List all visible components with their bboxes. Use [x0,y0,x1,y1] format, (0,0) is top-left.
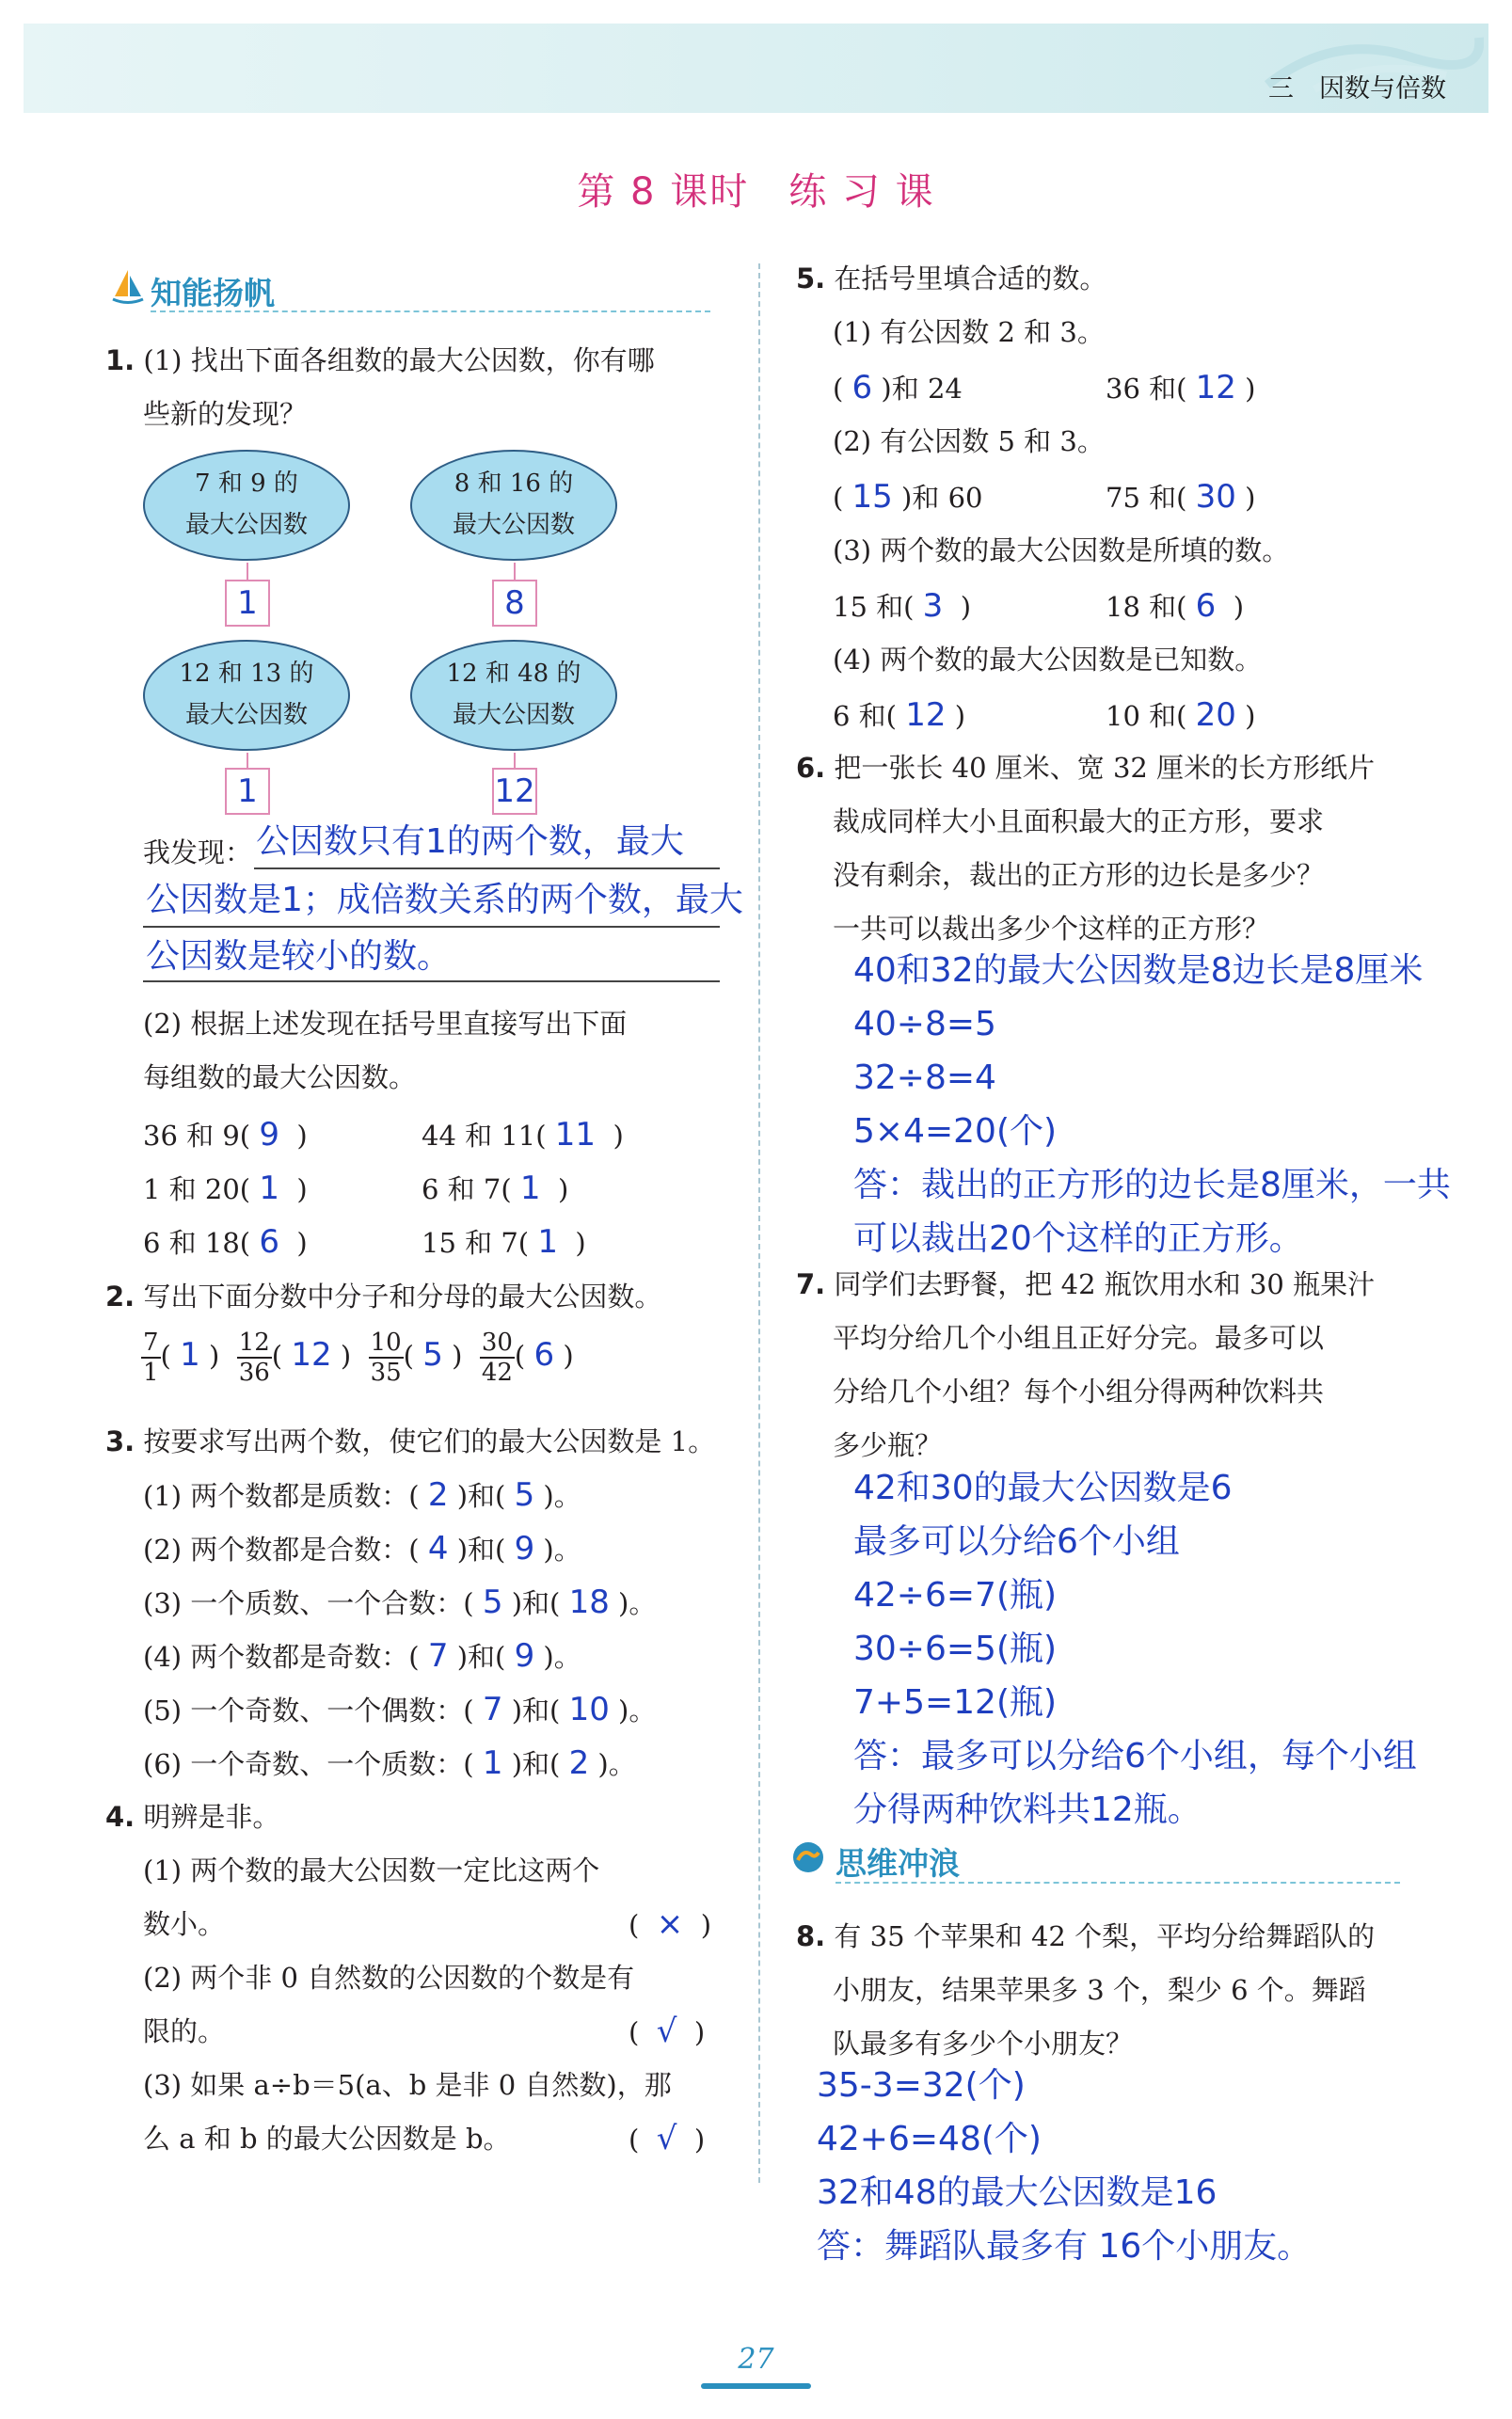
page-title: 第 8 课时 练 习 课 [577,170,935,214]
q6-work-4: 5×4=20(个) [853,1112,1058,1151]
q3-row-4: (4) 两个数都是奇数：( 7 )和( 9 )。 [143,1637,581,1675]
column-divider [758,263,760,2183]
q5-p1b: 36 和( 12 ) [1106,369,1256,406]
underline-2 [143,926,720,928]
q5-p2: (2) 有公因数 5 和 3。 [833,425,1105,457]
q8-work-1: 35-3=32(个) [817,2066,1026,2105]
q4-b-line1: (2) 两个非 0 自然数的公因数的个数是有 [143,1962,635,1994]
q7-work-5: 7+5=12(瓶) [853,1683,1058,1722]
q6-line4: 一共可以裁出多少个这样的正方形？ [833,913,1270,945]
q4-a-line1: (1) 两个数的最大公因数一定比这两个 [143,1854,600,1886]
q7-work-3: 42÷6=7(瓶) [853,1576,1058,1615]
q1-line1: 1. (1) 找出下面各组数的最大公因数，你有哪 [105,344,655,376]
underline-1 [254,867,720,869]
q7-work-6: 答：最多可以分给6个小组，每个小组 [853,1737,1417,1775]
q6-work-1: 40和32的最大公因数是8边长是8厘米 [853,951,1424,990]
q7-work-4: 30÷6=5(瓶) [853,1630,1058,1668]
q5-p2a: ( 15 )和 60 [833,478,983,516]
section-title-2: 思维冲浪 [836,1845,960,1882]
answer-box-4: 12 [492,768,537,815]
q2-fractions: $\frac{7}{1}$ ( 1 ) $\frac{12}{36}$ ( 12 ) $\frac{10}{35}$ ( 5 ) $\frac{30}{42}$ ( 6 ) [143,1329,574,1387]
q5-p1: (1) 有公因数 2 和 3。 [833,316,1105,348]
section-title-1: 知能扬帆 [151,275,275,311]
answer-box-1: 1 [225,580,270,627]
q1-p2-line1: (2) 根据上述发现在括号里直接写出下面 [143,1008,628,1040]
found-label: 我发现： [143,836,253,868]
oval-4: 12 和 48 的 最大公因数 [410,640,617,751]
fraction-1: $\frac{7}{1}$ [143,1329,159,1387]
sail-icon [111,268,145,306]
q1-item-5: 6 和 18( 6 ) [143,1223,308,1261]
q1-item-3: 1 和 20( 1 ) [143,1170,308,1207]
q8-line1: 8. 有 35 个苹果和 42 个梨，平均分给舞蹈队的 [796,1920,1376,1952]
q6-work-6: 可以裁出20个这样的正方形。 [853,1219,1303,1258]
q8-work-3: 32和48的最大公因数是16 [817,2173,1218,2212]
q1-item-1: 36 和 9( 9 ) [143,1116,308,1154]
q5-text: 5. 在括号里填合适的数。 [796,263,1107,294]
found-line-2: 公因数是1；成倍数关系的两个数，最大 [146,881,743,919]
q4-b-answer: ( √ ) [629,2013,706,2050]
q4-b-line2: 限的。 [143,2015,226,2047]
q5-p4a: 6 和( 12 ) [833,696,966,734]
q4-c-answer: ( √ ) [629,2120,706,2157]
q7-line2: 平均分给几个小组且正好分完。最多可以 [833,1322,1325,1354]
section-line-2 [836,1882,1400,1884]
q4-c-line1: (3) 如果 a÷b＝5(a、b 是非 0 自然数)，那 [143,2069,672,2101]
q4-c-line2: 么 a 和 b 的最大公因数是 b。 [143,2123,511,2155]
q6-line3: 没有剩余，裁出的正方形的边长是多少？ [833,859,1325,891]
fraction-4: $\frac{30}{42}$ [481,1329,513,1387]
q6-work-3: 32÷8=4 [853,1058,996,1097]
q8-line2: 小朋友，结果苹果多 3 个，梨少 6 个。舞蹈 [833,1974,1366,2006]
section-line-1 [151,310,710,312]
q5-p4: (4) 两个数的最大公因数是已知数。 [833,644,1263,676]
q6-work-5: 答：裁出的正方形的边长是8厘米，一共 [853,1166,1451,1204]
q7-work-7: 分得两种饮料共12瓶。 [853,1790,1202,1829]
q5-p3b: 18 和( 6 ) [1106,587,1245,625]
q3-row-2: (2) 两个数都是合数：( 4 )和( 9 )。 [143,1530,581,1568]
page-number: 27 [738,2343,774,2376]
q4-a-answer: ( × ) [629,1905,712,1943]
q1-item-6: 15 和 7( 1 ) [422,1223,586,1261]
answer-box-3: 1 [225,768,270,815]
q3-row-1: (1) 两个数都是质数：( 2 )和( 5 )。 [143,1476,581,1514]
q3-row-6: (6) 一个奇数、一个质数：( 1 )和( 2 )。 [143,1744,636,1782]
q3-row-3: (3) 一个质数、一个合数：( 5 )和( 18 )。 [143,1583,657,1621]
q8-work-4: 答：舞蹈队最多有 16个小朋友。 [817,2227,1312,2266]
q5-p2b: 75 和( 30 ) [1106,478,1256,516]
page-number-underline [701,2383,811,2389]
wave-icon [790,1839,826,1875]
q7-line3: 分给几个小组？每个小组分得两种饮料共 [833,1376,1325,1408]
q6-line2: 裁成同样大小且面积最大的正方形，要求 [833,805,1325,837]
q5-p4b: 10 和( 20 ) [1106,696,1256,734]
q8-line3: 队最多有多少个小朋友？ [833,2028,1134,2060]
q5-p1a: ( 6 )和 24 [833,369,963,406]
q7-line1: 7. 同学们去野餐，把 42 瓶饮用水和 30 瓶果汁 [796,1268,1376,1300]
q1-p2-line2: 每组数的最大公因数。 [143,1061,417,1093]
found-line-3: 公因数是较小的数。 [146,937,452,976]
q7-line4: 多少瓶？ [833,1429,943,1461]
oval-2: 8 和 16 的 最大公因数 [410,450,617,561]
q7-work-2: 最多可以分给6个小组 [853,1522,1180,1561]
oval-1: 7 和 9 的 最大公因数 [143,450,350,561]
found-line-1: 公因数只有1的两个数，最大 [256,822,684,861]
q8-work-2: 42+6=48(个) [817,2120,1042,2158]
fraction-3: $\frac{10}{35}$ [370,1329,402,1387]
q6-line1: 6. 把一张长 40 厘米、宽 32 厘米的长方形纸片 [796,752,1376,784]
q5-p3: (3) 两个数的最大公因数是所填的数。 [833,534,1290,566]
q4-a-line2: 数小。 [143,1908,226,1940]
chapter-label: 三 因数与倍数 [1268,74,1446,103]
q1-line2: 些新的发现？ [143,398,308,430]
answer-box-2: 8 [492,580,537,627]
q3-text: 3. 按要求写出两个数，使它们的最大公因数是 1。 [105,1425,716,1457]
q1-item-4: 6 和 7( 1 ) [422,1170,569,1207]
oval-3: 12 和 13 的 最大公因数 [143,640,350,751]
q7-work-1: 42和30的最大公因数是6 [853,1469,1233,1507]
q5-p3a: 15 和( 3 ) [833,587,972,625]
q4-text: 4. 明辨是非。 [105,1801,280,1833]
fraction-2: $\frac{12}{36}$ [238,1329,270,1387]
q3-row-5: (5) 一个奇数、一个偶数：( 7 )和( 10 )。 [143,1691,657,1728]
q6-work-2: 40÷8=5 [853,1005,996,1043]
q1-item-2: 44 和 11( 11 ) [422,1116,624,1154]
underline-3 [143,980,720,982]
q2-text: 2. 写出下面分数中分子和分母的最大公因数。 [105,1281,662,1313]
